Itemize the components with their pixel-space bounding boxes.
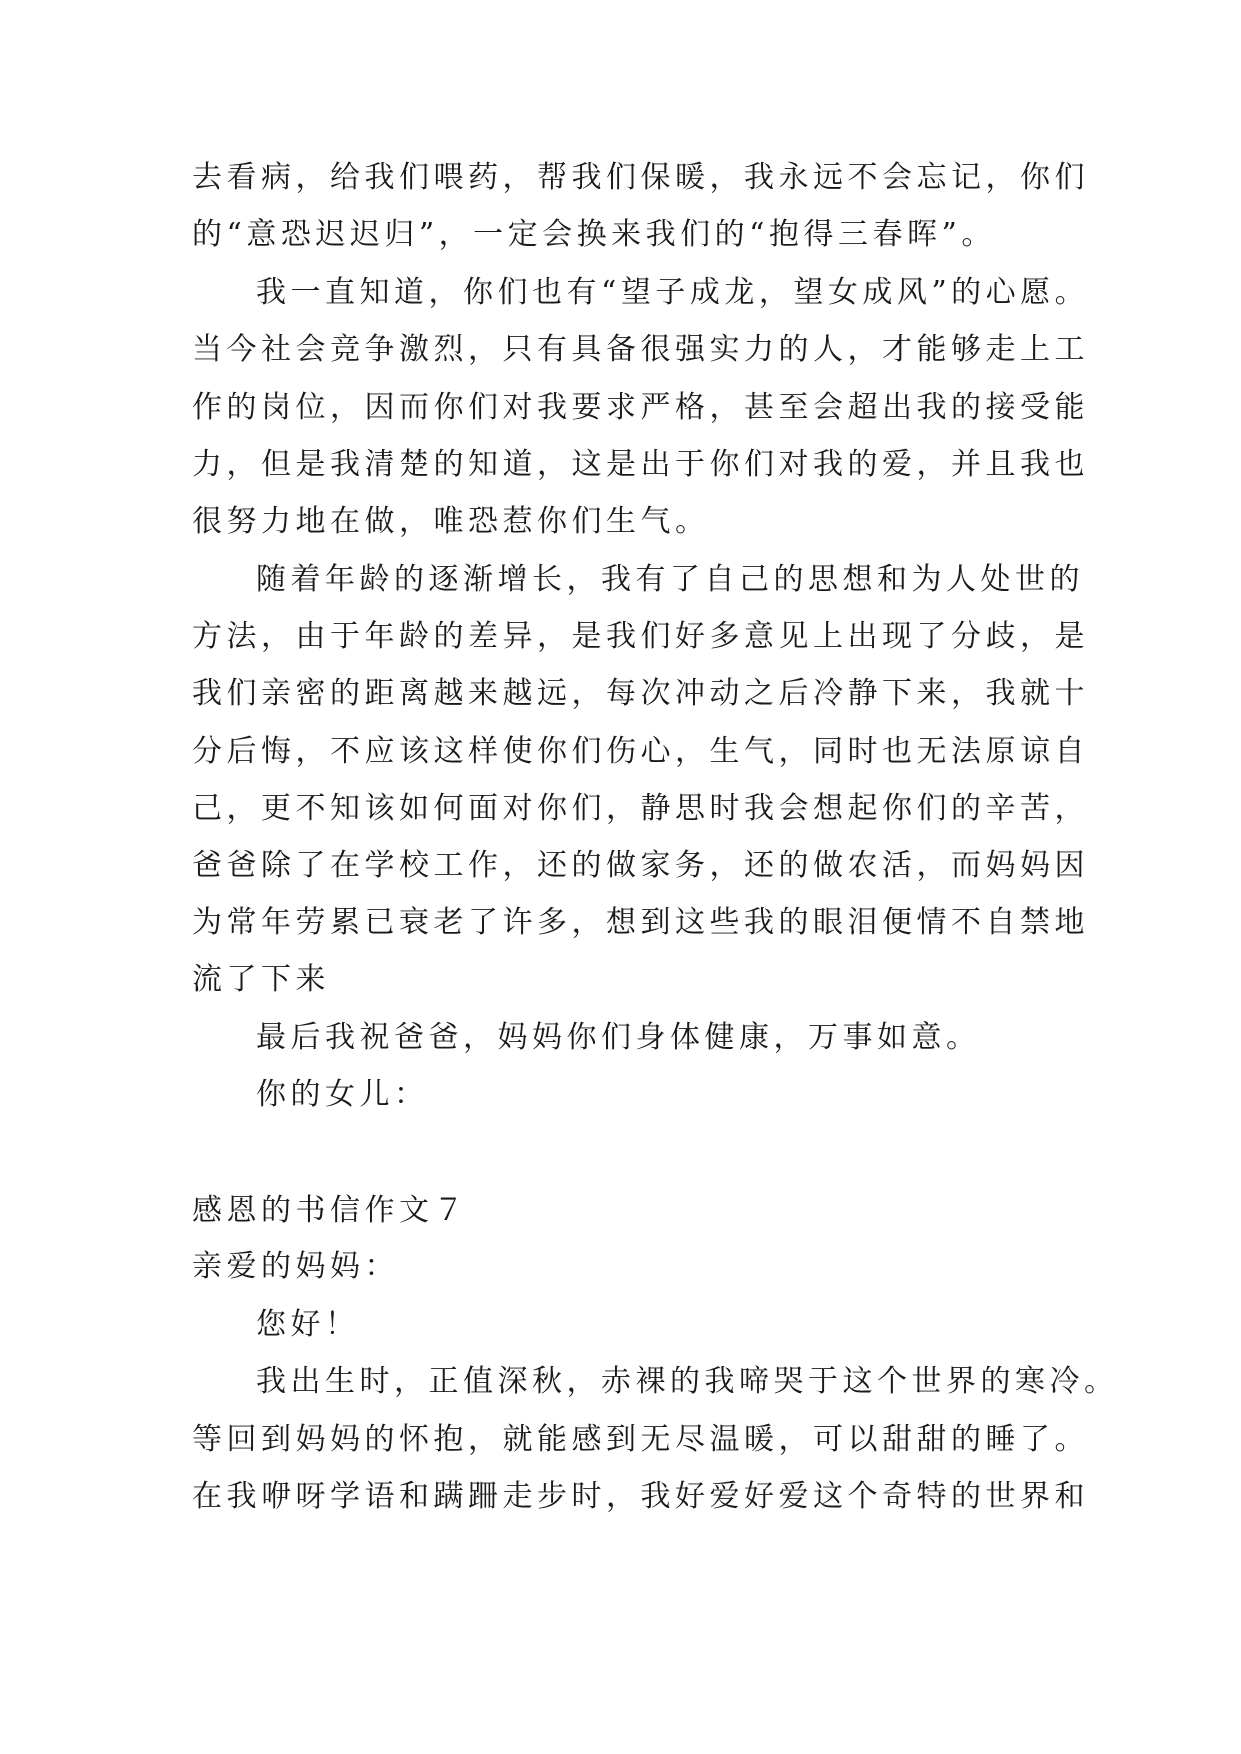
section-title: 感恩的书信作文７ — [192, 1193, 468, 1228]
text-line: 去看病，给我们喂药，帮我们保暖，我永远不会忘记，你们 — [192, 160, 1089, 195]
text-line: 己，更不知该如何面对你们，静思时我会想起你们的辛苦， — [192, 791, 1089, 826]
text-line: 很努力地在做，唯恐惹你们生气。 — [192, 504, 710, 539]
text-line: 分后悔，不应该这样使你们伤心，生气，同时也无法原谅自 — [192, 734, 1089, 769]
text-line: 作的岗位，因而你们对我要求严格，甚至会超出我的接受能 — [192, 390, 1089, 425]
text-line: 力，但是我清楚的知道，这是出于你们对我的爱，并且我也 — [192, 447, 1089, 482]
paragraph-start: 我出生时，正值深秋，赤裸的我啼哭于这个世界的寒冷。 — [256, 1364, 1119, 1399]
paragraph-start: 我一直知道，你们也有“望子成龙，望女成风”的心愿。 — [256, 275, 1090, 310]
paragraph-start: 随着年龄的逐渐增长，我有了自己的思想和为人处世的 — [256, 562, 1084, 597]
text-line: 在我咿呀学语和蹒跚走步时，我好爱好爱这个奇特的世界和 — [192, 1479, 1089, 1514]
text-line: 等回到妈妈的怀抱，就能感到无尽温暖，可以甜甜的睡了。 — [192, 1422, 1089, 1457]
text-line: 方法，由于年龄的差异，是我们好多意见上出现了分歧，是 — [192, 619, 1089, 654]
text-line: 流了下来 — [192, 962, 330, 997]
salutation: 亲爱的妈妈： — [192, 1249, 399, 1284]
text-line: 为常年劳累已衰老了许多，想到这些我的眼泪便情不自禁地 — [192, 905, 1089, 940]
signature: 你的女儿： — [256, 1077, 429, 1112]
closing-wish: 最后我祝爸爸，妈妈你们身体健康，万事如意。 — [256, 1020, 981, 1055]
text-line: 我们亲密的距离越来越远，每次冲动之后冷静下来，我就十 — [192, 676, 1089, 711]
text-line: 爸爸除了在学校工作，还的做家务，还的做农活，而妈妈因 — [192, 848, 1089, 883]
text-line: 的“意恐迟迟归”，一定会换来我们的“抱得三春晖”。 — [192, 217, 996, 252]
greeting: 您好！ — [256, 1307, 360, 1342]
text-line: 当今社会竞争激烈，只有具备很强实力的人，才能够走上工 — [192, 332, 1089, 367]
